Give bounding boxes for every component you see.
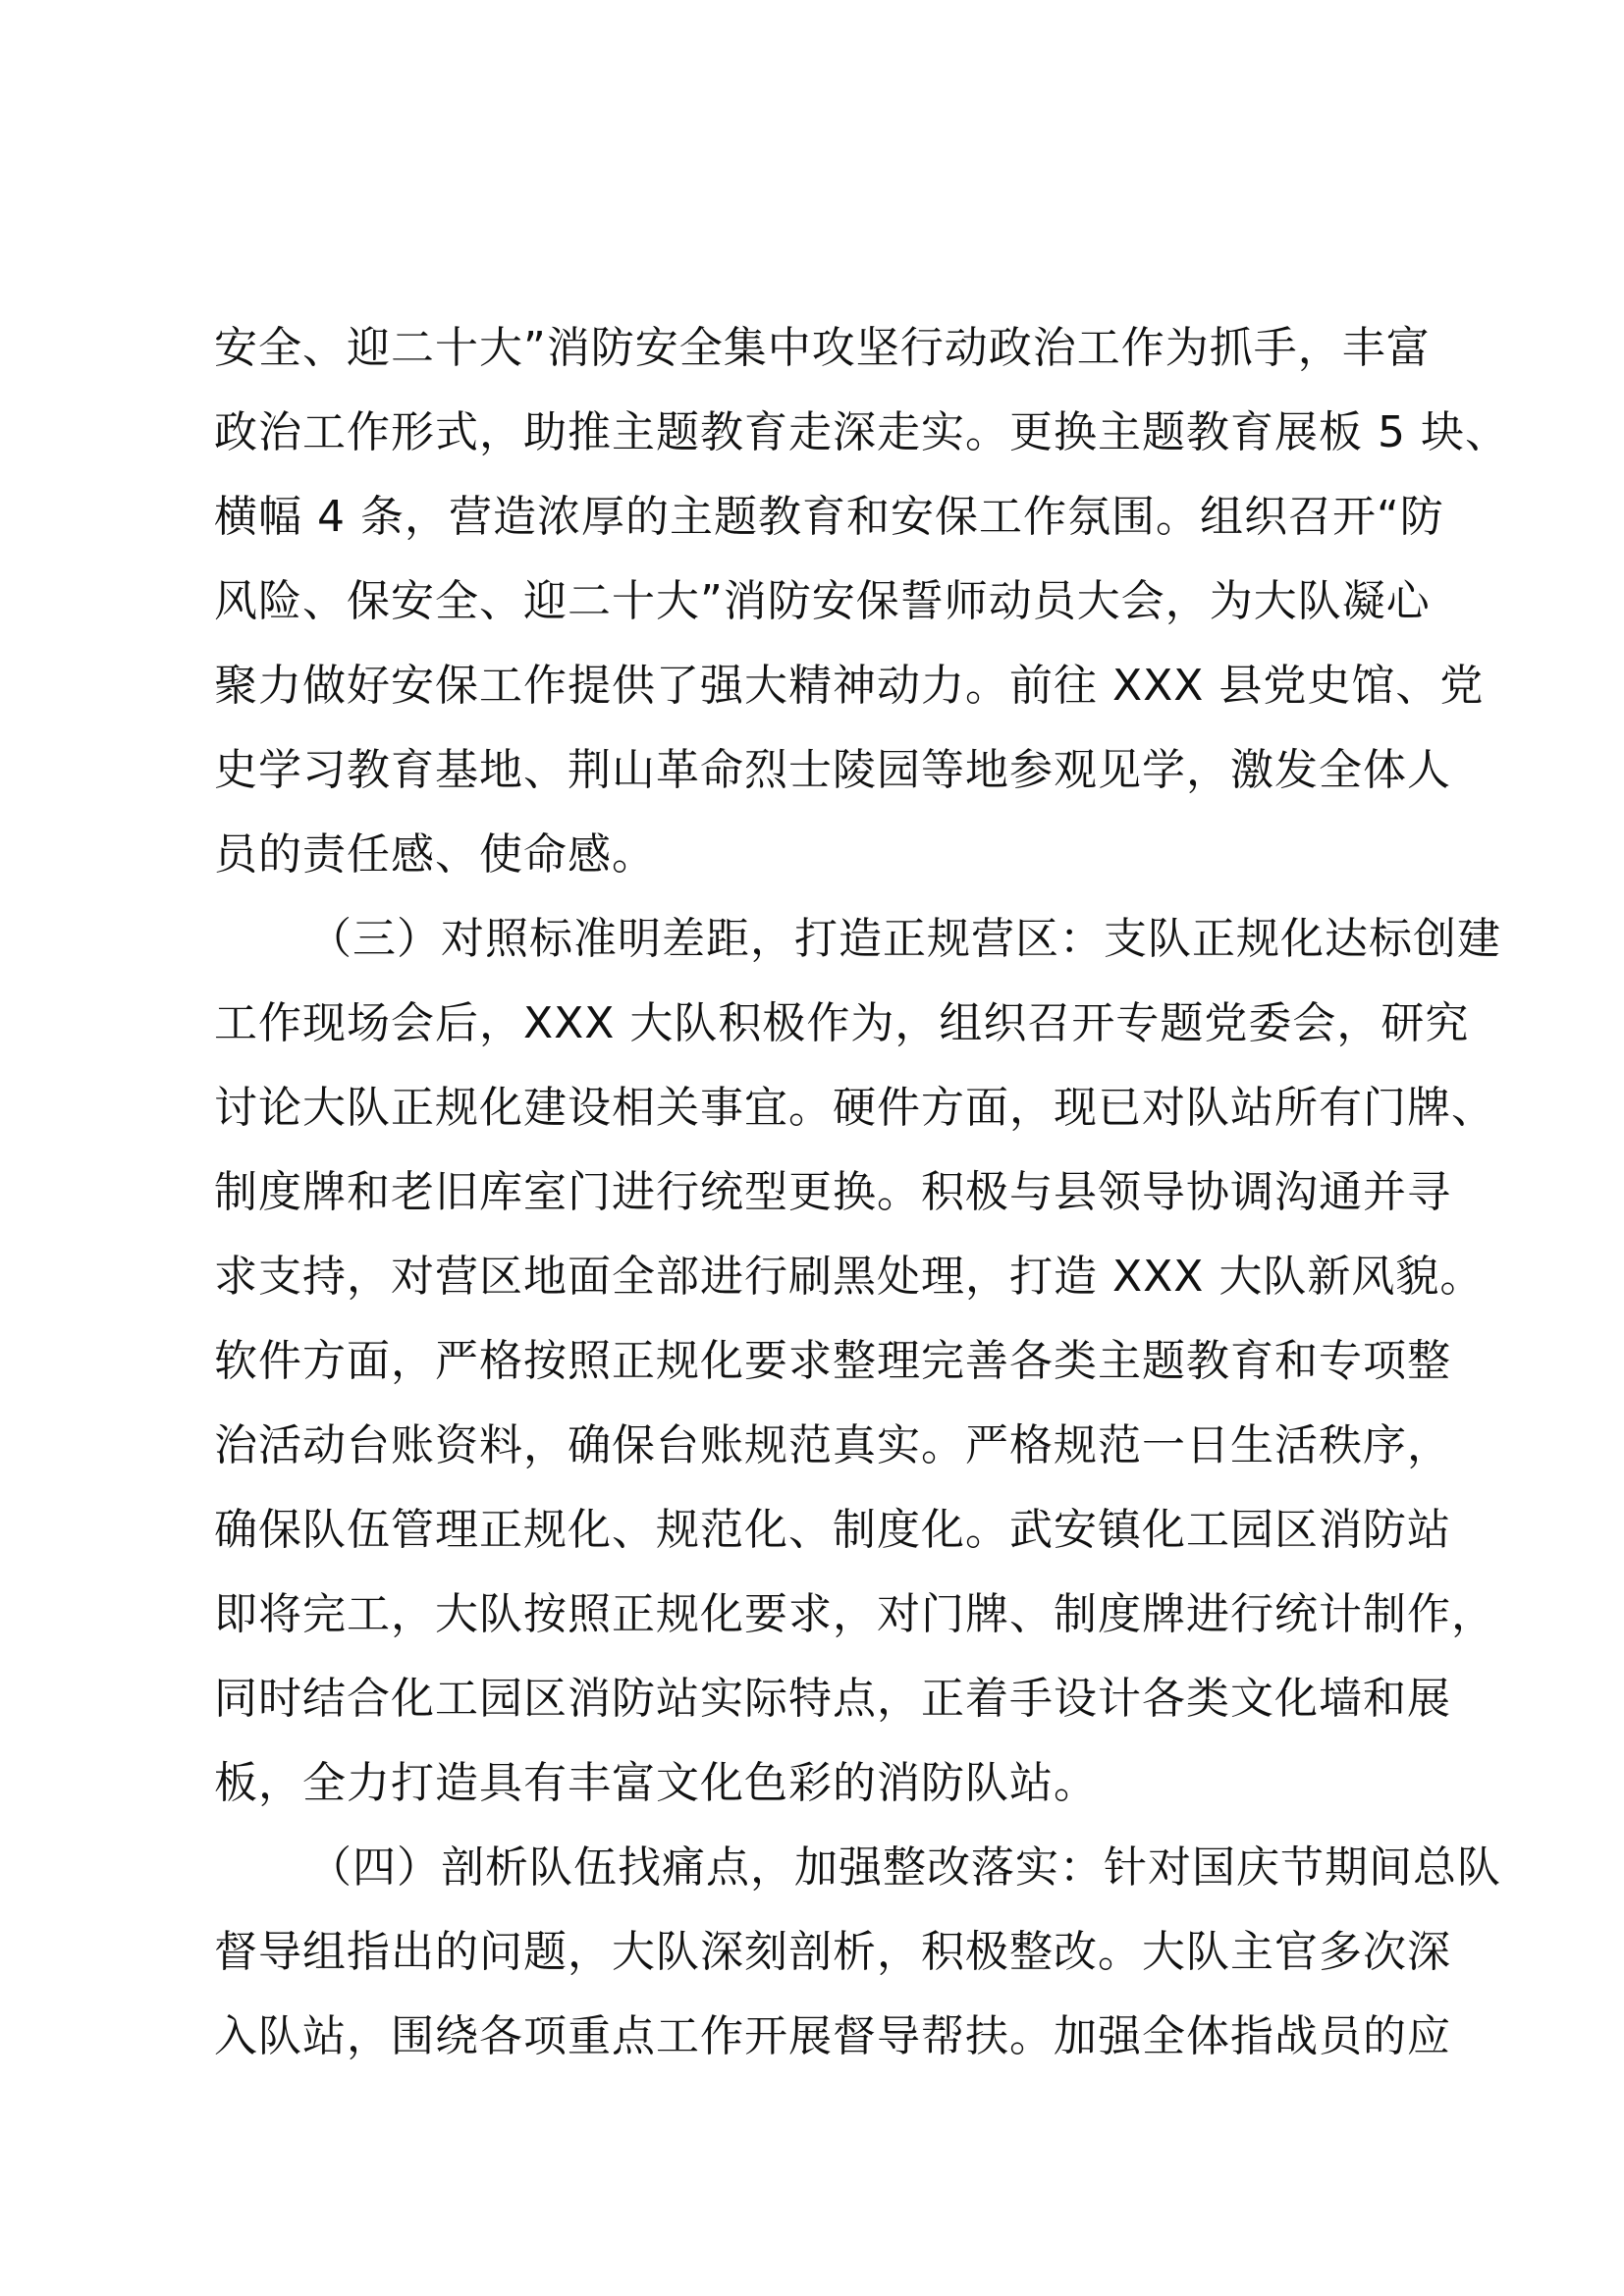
text-line: 求支持，对营区地面全部进行刷黑处理，打造 XXX 大队新风貌。	[214, 1252, 1485, 1302]
text-line: 风险、保安全、迎二十大”消防安保誓师动员大会，为大队凝心	[214, 576, 1431, 626]
text-line: 治活动台账资料，确保台账规范真实。严格规范一日生活秩序，	[214, 1420, 1451, 1470]
text-line: 政治工作形式，助推主题教育走深走实。更换主题教育展板 5 块、	[214, 407, 1509, 457]
text-line: 即将完工，大队按照正规化要求，对门牌、制度牌进行统计制作，	[214, 1589, 1495, 1639]
text-line: 督导组指出的问题，大队深刻剖析，积极整改。大队主官多次深	[214, 1927, 1451, 1977]
section-heading-line: （四）剖析队伍找痛点，加强整改落实：针对国庆节期间总队	[308, 1842, 1501, 1893]
text-line: 同时结合化工园区消防站实际特点，正着手设计各类文化墙和展	[214, 1674, 1451, 1724]
text-line: 工作现场会后，XXX 大队积极作为，组织召开专题党委会，研究	[214, 998, 1470, 1048]
text-line: 入队站，围绕各项重点工作开展督导帮扶。加强全体指战员的应	[214, 2011, 1451, 2061]
section-heading-line: （三）对照标准明差距，打造正规营区：支队正规化达标创建	[308, 914, 1501, 964]
text-line: 确保队伍管理正规化、规范化、制度化。武安镇化工园区消防站	[214, 1505, 1451, 1555]
text-line: 横幅 4 条，营造浓厚的主题教育和安保工作氛围。组织召开“防	[214, 492, 1444, 542]
document-body	[214, 306, 1509, 2079]
text-line: 聚力做好安保工作提供了强大精神动力。前往 XXX 县党史馆、党	[214, 661, 1485, 711]
text-line: 讨论大队正规化建设相关事宜。硬件方面，现已对队站所有门牌、	[214, 1083, 1495, 1133]
text-line: 制度牌和老旧库室门进行统型更换。积极与县领导协调沟通并寻	[214, 1167, 1451, 1217]
text-line: 史学习教育基地、荆山革命烈士陵园等地参观见学，激发全体人	[214, 745, 1451, 795]
text-line: 软件方面，严格按照正规化要求整理完善各类主题教育和专项整	[214, 1336, 1451, 1386]
text-line: 安全、迎二十大”消防安全集中攻坚行动政治工作为抓手，丰富	[214, 323, 1431, 373]
text-line: 员的责任感、使命感。	[214, 829, 656, 880]
text-line: 板，全力打造具有丰富文化色彩的消防队站。	[214, 1758, 1098, 1808]
